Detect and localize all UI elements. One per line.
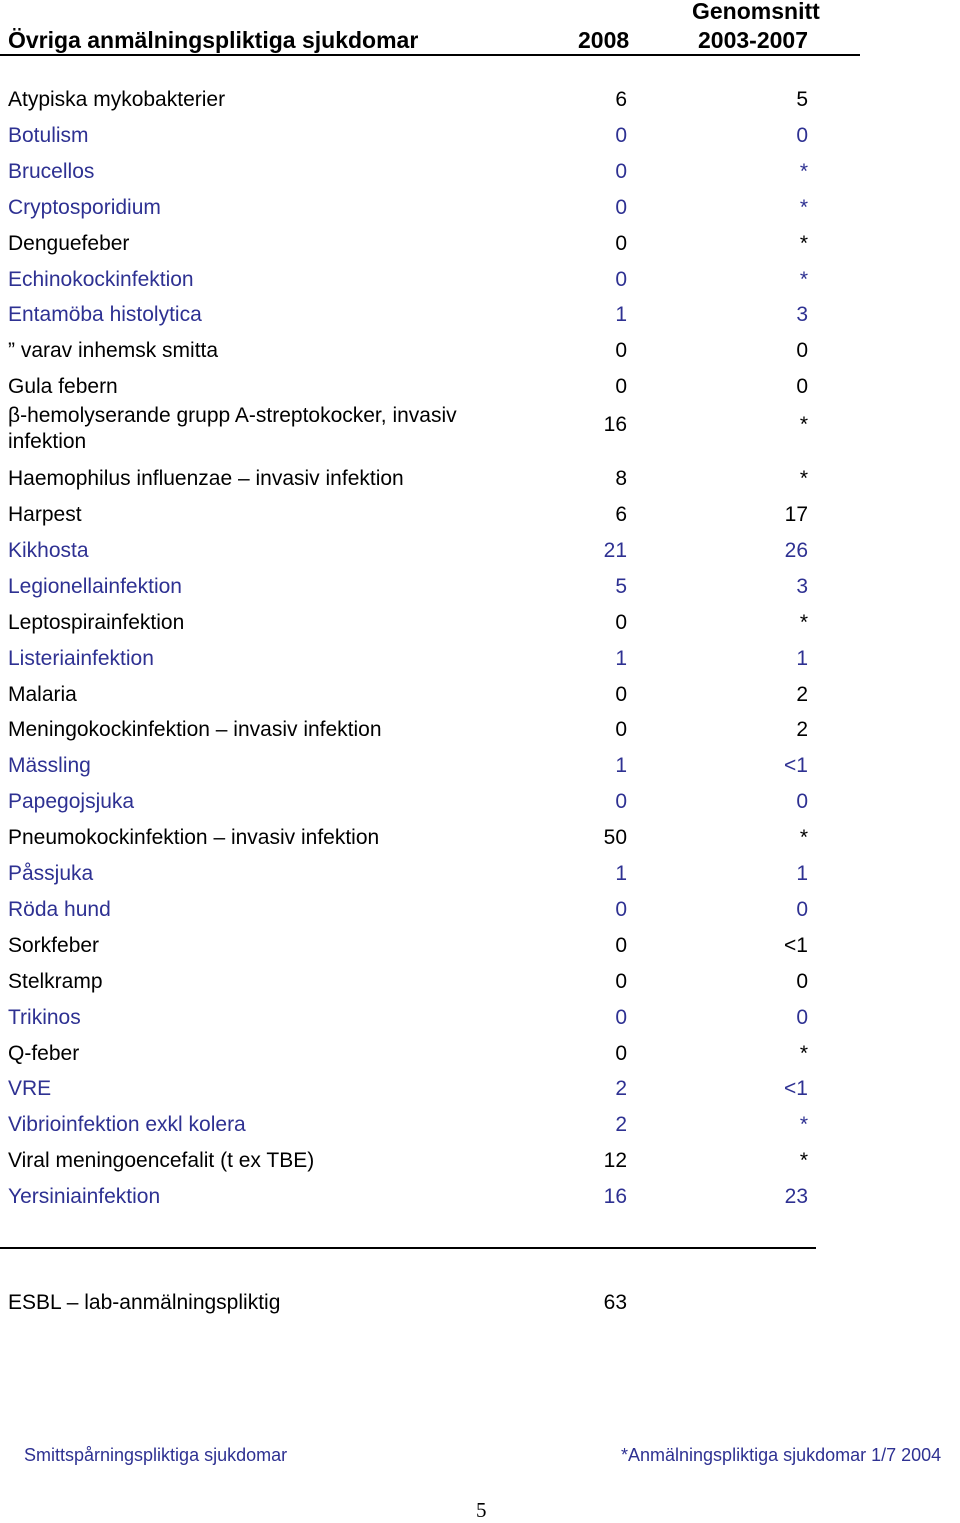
disease-name: Brucellos [8, 159, 95, 183]
disease-name: Leptospirainfektion [8, 610, 185, 634]
value-2008: 16 [603, 413, 627, 437]
value-average: 17 [784, 503, 808, 526]
disease-name: VRE [8, 1077, 52, 1101]
esbl-name: ESBL – lab-anmälningspliktig [8, 1291, 281, 1314]
disease-name: Malaria [8, 682, 77, 706]
value-average: * [799, 267, 808, 291]
disease-name: Stelkramp [8, 969, 103, 993]
value-average: <1 [784, 754, 808, 778]
value-average: 23 [784, 1185, 808, 1209]
disease-name: Cryptosporidium [8, 195, 161, 219]
footer-legend-notifiable: *Anmälningspliktiga sjukdomar 1/7 2004 [621, 1445, 942, 1465]
value-2008: 2 [615, 1077, 627, 1101]
disease-name: Haemophilus influenzae – invasiv infektion [8, 467, 404, 491]
value-average: 2 [796, 718, 808, 742]
value-2008: 0 [615, 1005, 627, 1029]
disease-name: Legionellainfektion [8, 574, 182, 598]
value-average: 26 [784, 538, 808, 562]
disease-name: Trikinos [8, 1005, 81, 1029]
disease-name: Pneumokockinfektion – invasiv infektion [8, 826, 380, 850]
disease-name: Viral meningoencefalit (t ex TBE) [8, 1149, 315, 1173]
value-2008: 0 [615, 1041, 627, 1065]
disease-name: β-hemolyserande grupp A-streptokocker, invasiv infektion [8, 404, 457, 454]
value-average: <1 [784, 1077, 808, 1101]
value-average: 0 [796, 339, 808, 363]
header-divider [0, 54, 860, 56]
esbl-value-2008: 63 [603, 1291, 627, 1314]
value-average: * [799, 1113, 808, 1137]
disease-name: Yersiniainfektion [8, 1185, 161, 1209]
value-2008: 50 [603, 826, 627, 850]
value-average: 0 [796, 375, 808, 399]
value-average: * [799, 610, 808, 634]
column-header-2008: 2008 [578, 27, 630, 53]
value-2008: 0 [615, 375, 627, 399]
value-average: 3 [796, 303, 808, 327]
disease-name: Kikhosta [8, 538, 89, 562]
value-2008: 1 [615, 862, 627, 885]
disease-name: Echinokockinfektion [8, 267, 194, 291]
disease-name: Sorkfeber [8, 933, 100, 957]
value-2008: 0 [615, 339, 627, 363]
value-average: 1 [796, 862, 808, 885]
disease-name: Meningokockinfektion – invasiv infektion [8, 718, 382, 742]
column-header-average-line2: 2003-2007 [698, 27, 808, 53]
value-2008: 0 [615, 897, 627, 921]
table-bottom-divider [0, 1247, 816, 1249]
value-2008: 0 [615, 123, 627, 147]
value-average: * [799, 1149, 808, 1173]
page-number: 5 [476, 1498, 487, 1522]
value-average: * [799, 826, 808, 850]
value-average: 0 [796, 897, 808, 921]
value-average: 0 [796, 1005, 808, 1029]
value-average: 3 [796, 574, 808, 598]
value-average: * [799, 1041, 808, 1065]
value-2008: 2 [615, 1113, 627, 1137]
value-2008: 6 [615, 88, 627, 111]
disease-name: Vibrioinfektion exkl kolera [8, 1113, 246, 1137]
value-average: 0 [796, 123, 808, 147]
value-2008: 0 [615, 195, 627, 219]
disease-name: ” varav inhemsk smitta [8, 339, 219, 363]
value-average: * [799, 195, 808, 219]
value-2008: 8 [615, 467, 627, 491]
footer-legend-contact-tracing: Smittspårningspliktiga sjukdomar [24, 1445, 288, 1465]
value-average: 0 [796, 969, 808, 993]
value-average: 2 [796, 682, 808, 706]
value-2008: 0 [615, 718, 627, 742]
value-average: * [799, 413, 808, 437]
disease-name: Listeriainfektion [8, 646, 154, 670]
value-average: 5 [796, 88, 808, 111]
disease-name: Denguefeber [8, 231, 130, 255]
value-2008: 5 [615, 574, 627, 598]
disease-name: Mässling [8, 754, 91, 778]
value-2008: 21 [603, 538, 627, 562]
disease-name: Botulism [8, 123, 89, 147]
value-average: * [799, 467, 808, 491]
disease-name: Papegojsjuka [8, 790, 135, 814]
value-2008: 0 [615, 610, 627, 634]
value-2008: 0 [615, 267, 627, 291]
value-2008: 0 [615, 790, 627, 814]
disease-name: Harpest [8, 503, 82, 526]
disease-name: Entamöba histolytica [8, 303, 202, 327]
value-2008: 1 [615, 646, 627, 670]
value-2008: 0 [615, 969, 627, 993]
value-average: 1 [796, 646, 808, 670]
disease-name: Atypiska mykobakterier [8, 88, 226, 111]
value-2008: 1 [615, 754, 627, 778]
disease-name: Påssjuka [8, 862, 94, 885]
table-title: Övriga anmälningspliktiga sjukdomar [8, 27, 419, 53]
value-2008: 16 [603, 1185, 627, 1209]
value-2008: 0 [615, 933, 627, 957]
value-2008: 0 [615, 231, 627, 255]
value-average: 0 [796, 790, 808, 814]
disease-name: Q-feber [8, 1041, 80, 1065]
value-2008: 0 [615, 159, 627, 183]
value-average: <1 [784, 933, 808, 957]
value-2008: 6 [615, 503, 627, 526]
value-average: * [799, 159, 808, 183]
value-average: * [799, 231, 808, 255]
disease-name: Röda hund [8, 897, 111, 921]
value-2008: 1 [615, 303, 627, 327]
disease-name: Gula febern [8, 375, 118, 399]
value-2008: 0 [615, 682, 627, 706]
value-2008: 12 [603, 1149, 627, 1173]
column-header-average-line1: Genomsnitt [692, 0, 820, 24]
